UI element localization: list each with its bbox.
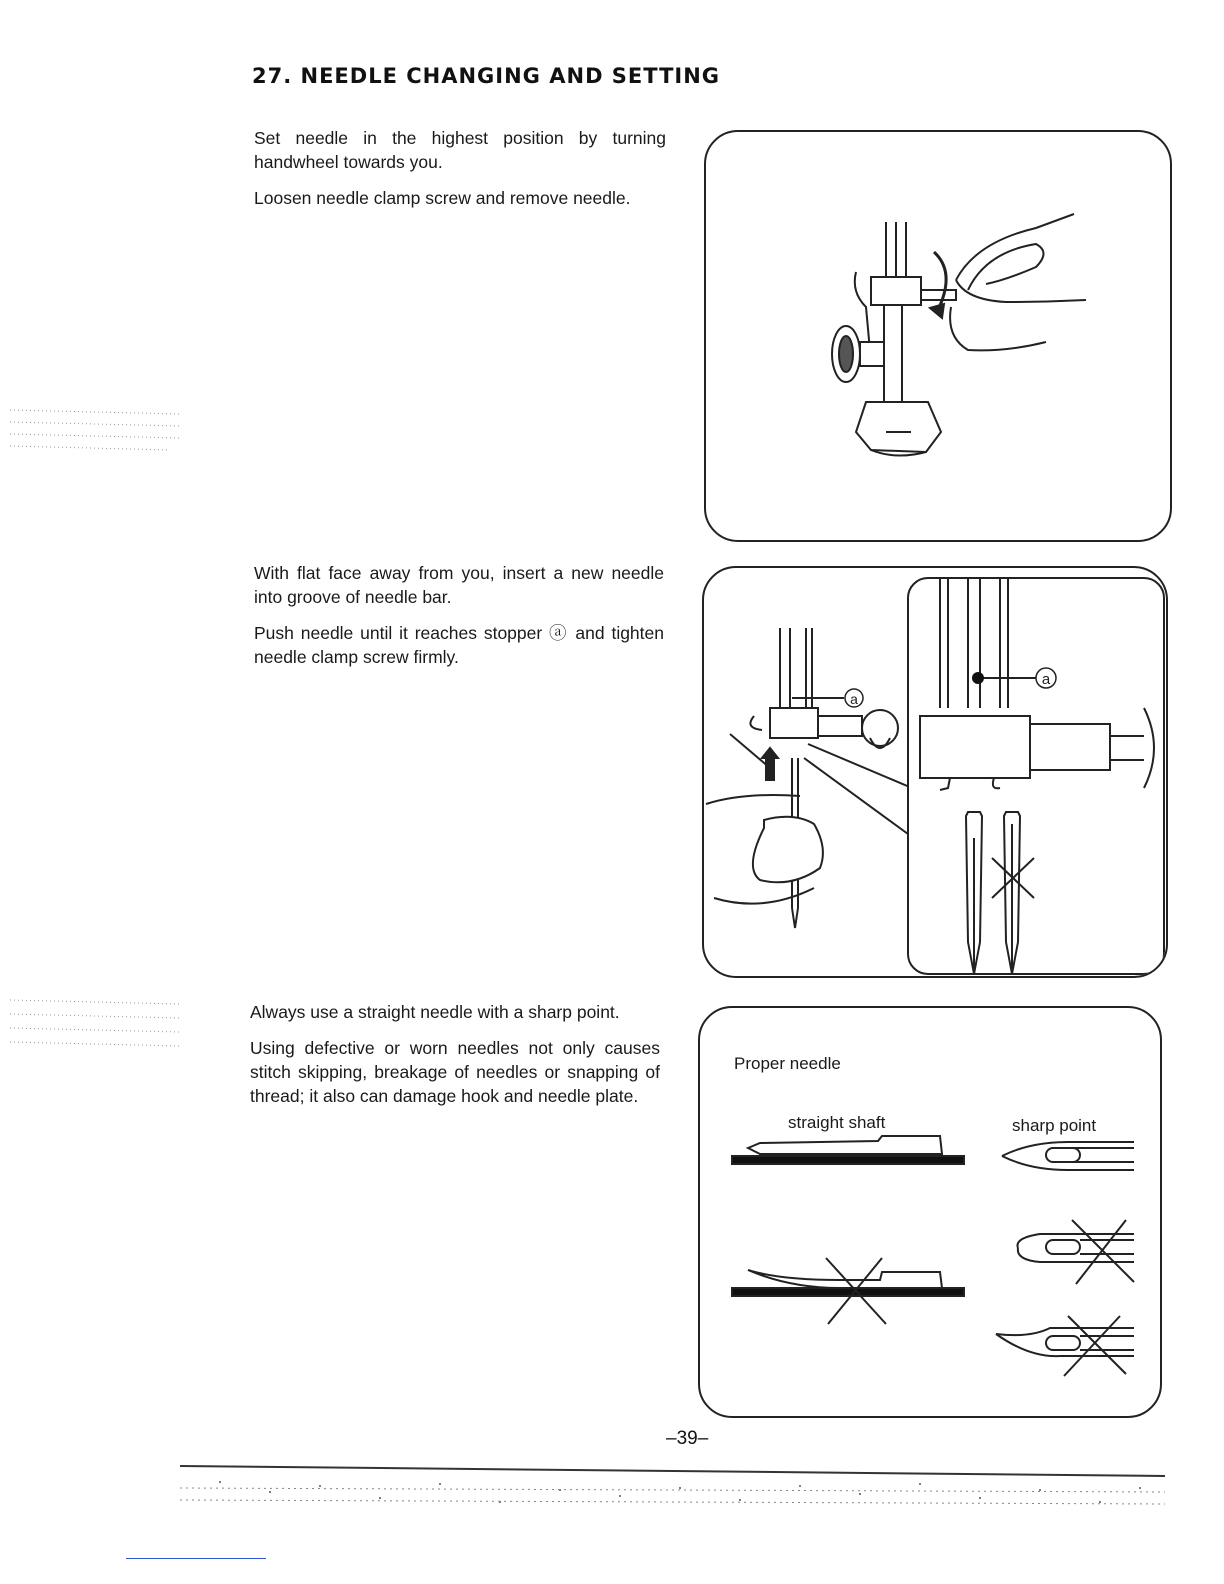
instruction-paragraph: With flat face away from you, insert a new needle into groove of needle bar.: [254, 563, 664, 607]
page-number: –39–: [666, 1428, 709, 1449]
figure-proper-needle: [698, 1006, 1162, 1418]
instruction-paragraph: Loosen needle clamp screw and remove needle.: [254, 188, 631, 208]
proper-needle-title: Proper needle: [734, 1054, 841, 1073]
scan-speckle: [10, 990, 190, 1060]
page-title: 27. NEEDLE CHANGING AND SETTING: [252, 64, 721, 88]
scan-noise-band: [180, 1462, 1165, 1514]
needle-insertion-illustration: [704, 568, 1166, 976]
needle-clamp-illustration: [706, 132, 1170, 540]
callout-large-label: a: [1041, 671, 1051, 688]
instruction-paragraph: Always use a straight needle with a sharp point.: [250, 1002, 620, 1022]
figure-needle-removal: [704, 130, 1172, 542]
straight-shaft-label: straight shaft: [788, 1113, 886, 1132]
callout-small-label: a: [850, 691, 858, 707]
underline-artifact: [126, 1558, 266, 1559]
instruction-paragraph: Push needle until it reaches stopper ⓐ and tighten needle clamp screw firmly.: [254, 623, 664, 667]
instruction-paragraph: Set needle in the highest position by turning handwheel towards you.: [254, 128, 666, 172]
instruction-paragraph: Using defective or worn needles not only causes stitch skipping, breakage of needles or snapping of thread; it also can damage hook and needle plate.: [250, 1038, 660, 1106]
figure-needle-insertion: [702, 566, 1168, 978]
stopper-marker: [972, 672, 984, 684]
scan-speckle: [10, 400, 190, 480]
sharp-point-label: sharp point: [1012, 1116, 1097, 1135]
